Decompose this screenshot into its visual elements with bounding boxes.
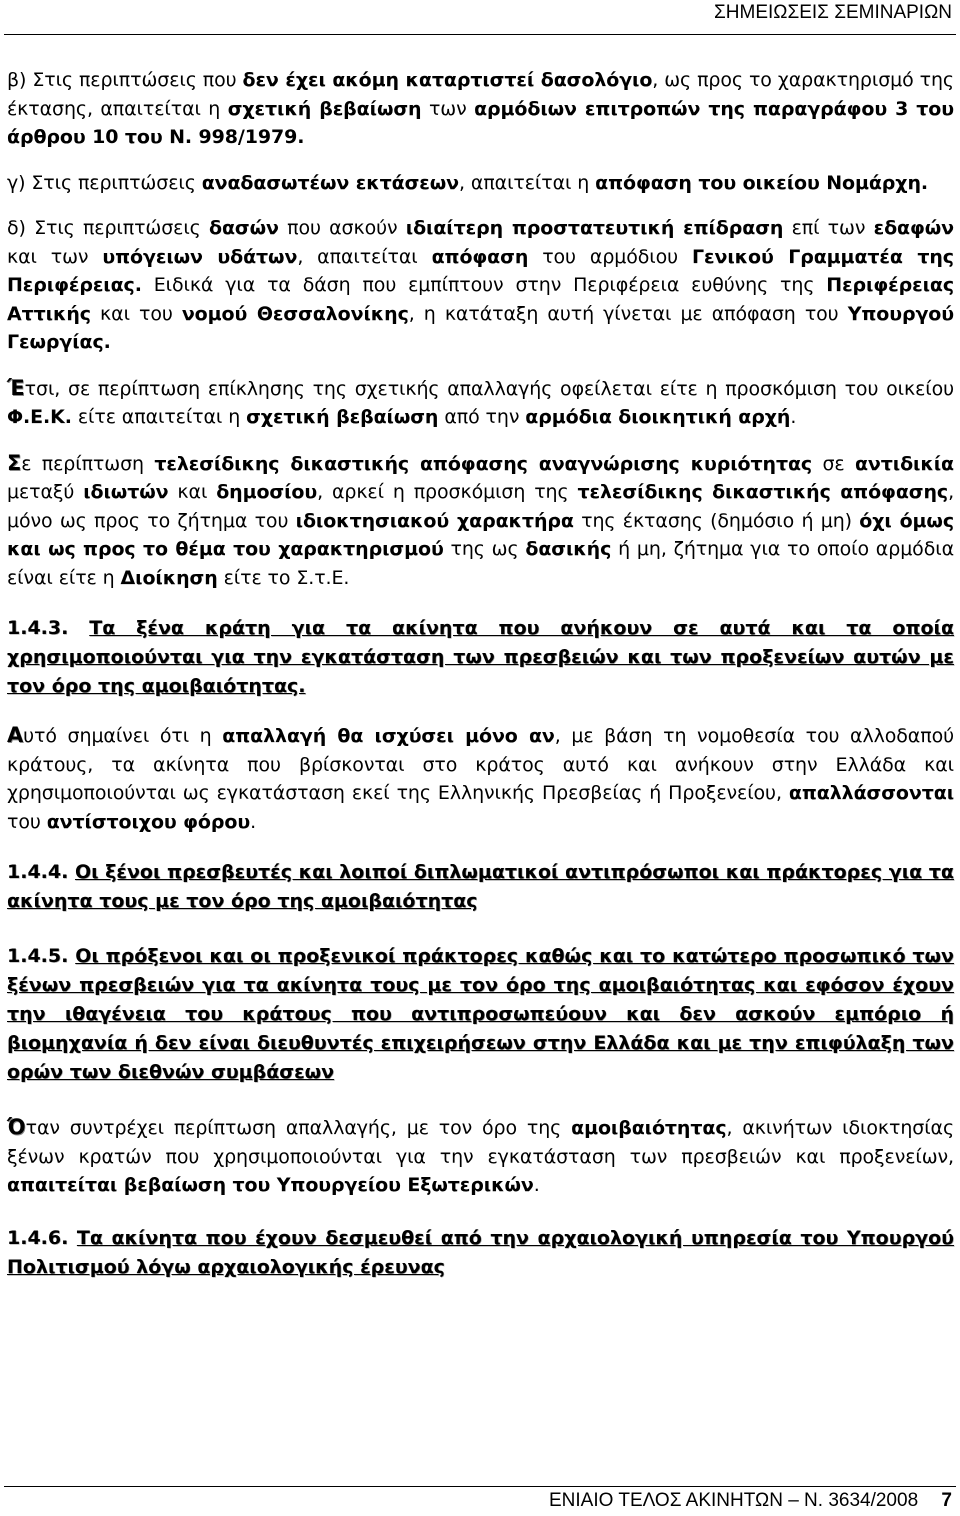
section-number: 1.4.3. xyxy=(7,617,69,639)
text-run: Ειδικά για τα δάση που εμπίπτουν στην Περιφέρεια ευθύνης της xyxy=(141,274,827,296)
bold-text-run: νομού Θεσσαλονίκης xyxy=(181,302,409,325)
text-run: του αρμόδιου xyxy=(528,245,692,268)
text-run: ταν συντρέχει περίπτωση απαλλαγής, με τον όρο της xyxy=(25,1117,572,1139)
bold-text-run: ιδιοκτησιακού χαρακτήρα xyxy=(295,509,574,532)
section-number: 1.4.5. xyxy=(7,945,69,967)
text-run: , ακινήτων ιδιοκτησίας ξένων κρατών που χρησιμοποιούνται για την εγκατάσταση των πρεσβειών και προξενείων, xyxy=(7,1117,955,1168)
text-run: , απαιτείται η xyxy=(459,171,596,194)
text-run: είτε απαιτείται η xyxy=(71,406,247,428)
text-run: . xyxy=(533,1174,540,1196)
text-run: της έκτασης (δημόσιο ή μη) xyxy=(573,509,860,532)
running-footer xyxy=(549,1490,952,1512)
bold-text-run: υπόγειων υδάτων xyxy=(102,245,298,268)
section-title: Οι πρόξενοι και οι προξενικοί πράκτορες καθώς και το κατώτερο προσωπικό των ξένων πρεσβειών για τα ακίνητα τους με τον όρο της αμοιβαιότητας και εφόσον έχουν την ιθαγένεια του κράτους που αντιπροσωπεύουν και δεν ασκούν εμπόριο ή βιομηχανία ή δεν είναι διευθυντές επιχειρήσεων στην Ελλάδα και με την επιφύλαξη των ορών των διεθνών συμβάσεων xyxy=(7,945,954,1083)
footer-title: ΕΝΙΑΙΟ ΤΕΛΟΣ ΑΚΙΝΗΤΩΝ – Ν. 3634/2008 xyxy=(549,1490,919,1511)
section-title: Τα ακίνητα που έχουν δεσμευθεί από την αρχαιολογική υπηρεσία του Υπουργού Πολιτισμού λόγω αρχαιολογικής έρευνας xyxy=(7,1226,954,1278)
text-run: γ) Στις περιπτώσεις xyxy=(7,171,202,194)
bold-text-run: αρμόδια διοικητική αρχή xyxy=(525,406,791,428)
text-run: . xyxy=(790,406,797,428)
bold-text-run: τελεσίδικης δικαστικής απόφασης xyxy=(577,481,949,503)
bold-text-run: δημοσίου xyxy=(216,481,318,503)
bold-text-run: δεν έχει ακόμη καταρτιστεί δασολόγιο xyxy=(242,69,653,91)
bold-text-run: δασών xyxy=(208,217,279,239)
paragraph-etsi xyxy=(7,374,954,432)
text-run: των xyxy=(421,97,475,120)
paragraph-se xyxy=(7,449,954,593)
text-run: β) Στις περιπτώσεις που xyxy=(7,69,243,91)
bold-text-run: ιδιωτών xyxy=(83,481,169,503)
running-header: ΣΗΜΕΙΩΣΕΙΣ ΣΕΜΙΝΑΡΙΩΝ xyxy=(714,2,952,23)
text-run: , η κατάταξη αυτή γίνεται με απόφαση του xyxy=(408,302,848,325)
header-rule xyxy=(4,34,956,35)
bold-text-run: εδαφών xyxy=(873,217,954,239)
bold-text-run: αρμόδιων επιτροπών της παραγράφου 3 του άρθρου 10 του Ν. 998/1979. xyxy=(7,97,954,148)
text-run: δ) Στις περιπτώσεις xyxy=(7,217,209,239)
bold-text-run: όχι όμως και ως προς το θέμα του χαρακτηρισμού xyxy=(7,509,954,560)
section-heading-1-4-5 xyxy=(7,942,954,1087)
bold-text-run: Φ.Ε.Κ. xyxy=(7,406,72,428)
text-run: , με βάση τη νομοθεσία του αλλοδαπού κράτους, τα ακίνητα που βρίσκονται στο κράτος αυτό και ανήκουν στην Ελλάδα και χρησιμοποιούνται ως εγκατάσταση εκεί της Ελληνικής Πρεσβείας ή Προξενείου, xyxy=(7,725,954,804)
drop-cap-letter: Ό xyxy=(7,1115,26,1139)
section-title: Οι ξένοι πρεσβευτές και λοιποί διπλωματικοί αντιπρόσωποι και πράκτορες για τα ακίνητα τους με τον όρο της αμοιβαιότητας xyxy=(7,861,954,912)
text-run: . xyxy=(250,810,257,833)
text-run: επί των xyxy=(783,217,874,239)
page-number: 7 xyxy=(941,1490,952,1511)
text-run: μεταξύ xyxy=(7,481,84,503)
text-run: της ως xyxy=(443,538,526,560)
text-run: του xyxy=(7,810,47,833)
bold-text-run: Υπουργού Γεωργίας. xyxy=(7,302,954,353)
drop-cap-letter: Α xyxy=(7,723,24,747)
text-run: και xyxy=(168,481,217,503)
bold-text-run: απαιτείται βεβαίωση του Υπουργείου Εξωτερικών xyxy=(7,1174,534,1196)
text-run: από την xyxy=(438,406,526,428)
bold-text-run: σχετική βεβαίωση xyxy=(246,406,439,428)
bold-text-run: Περιφέρειας Αττικής xyxy=(7,274,954,325)
bold-text-run: απόφαση xyxy=(431,245,529,268)
text-run: υτό σημαίνει ότι η xyxy=(23,725,223,747)
section-heading-1-4-3 xyxy=(7,614,954,701)
paragraph-1-4-5 xyxy=(7,1113,954,1200)
footer-rule xyxy=(4,1486,956,1487)
bold-text-run: αμοιβαιότητας xyxy=(571,1117,727,1139)
text-run: που ασκούν xyxy=(278,217,406,239)
bold-text-run: απαλλάσσονται xyxy=(788,782,954,804)
drop-cap-letter: Σ xyxy=(7,450,22,475)
paragraph-1-4-3 xyxy=(7,721,954,836)
bold-text-run: Διοίκηση xyxy=(120,566,218,589)
section-heading-1-4-6 xyxy=(7,1224,954,1282)
bold-text-run: Γενικού Γραμματέα της Περιφέρειας. xyxy=(7,245,954,296)
bold-text-run: σχετική βεβαίωση xyxy=(227,97,422,120)
section-number: 1.4.6. xyxy=(7,1226,69,1249)
bold-text-run: απαλλαγή θα ισχύσει μόνο αν xyxy=(222,725,555,747)
section-title: Τα ξένα κράτη για τα ακίνητα που ανήκουν σε αυτά και τα οποία χρησιμοποιούνται για την εγκατάσταση των πρεσβειών και των προξενείων αυτών με τον όρο της αμοιβαιότητας. xyxy=(7,617,954,697)
text-run: , απαιτείται xyxy=(297,245,432,268)
paragraph-delta xyxy=(7,214,954,357)
bold-text-run: δασικής xyxy=(525,538,612,560)
bold-text-run: τελεσίδικης δικαστικής απόφασης αναγνώρισης κυριότητας xyxy=(154,452,813,475)
text-run: τσι, σε περίπτωση επίκλησης της σχετικής απαλλαγής οφείλεται είτε η προσκόμιση του οικείου xyxy=(24,377,954,400)
text-run: σε xyxy=(812,452,855,475)
text-run: , ως προς το χαρακτηρισμό της έκτασης, απαιτείται η xyxy=(7,69,954,120)
bold-text-run: αντιδικία xyxy=(854,452,954,475)
section-heading-1-4-4 xyxy=(7,858,954,916)
text-run: , αρκεί η προσκόμιση της xyxy=(317,481,578,503)
text-run: , μόνο ως προς το ζήτημα του xyxy=(7,481,955,532)
bold-text-run: αντίστοιχου φόρου xyxy=(46,810,251,833)
text-run: είτε το Σ.τ.Ε. xyxy=(217,566,350,589)
text-run: ε περίπτωση xyxy=(21,452,155,475)
paragraph-gamma xyxy=(7,169,954,198)
text-run: και του xyxy=(90,302,182,325)
bold-text-run: αναδασωτέων εκτάσεων xyxy=(201,171,460,194)
section-number: 1.4.4. xyxy=(7,861,69,883)
text-run: και των xyxy=(7,245,103,268)
bold-text-run: ιδιαίτερη προστατευτική επίδραση xyxy=(405,217,784,239)
text-run: ή μη, ζήτημα για το οποίο αρμόδια είναι είτε η xyxy=(7,538,954,589)
bold-text-run: απόφαση του οικείου Νομάρχη. xyxy=(595,171,929,194)
page-content xyxy=(7,66,954,1302)
drop-cap-letter: Έ xyxy=(7,375,25,400)
paragraph-beta xyxy=(7,66,954,152)
